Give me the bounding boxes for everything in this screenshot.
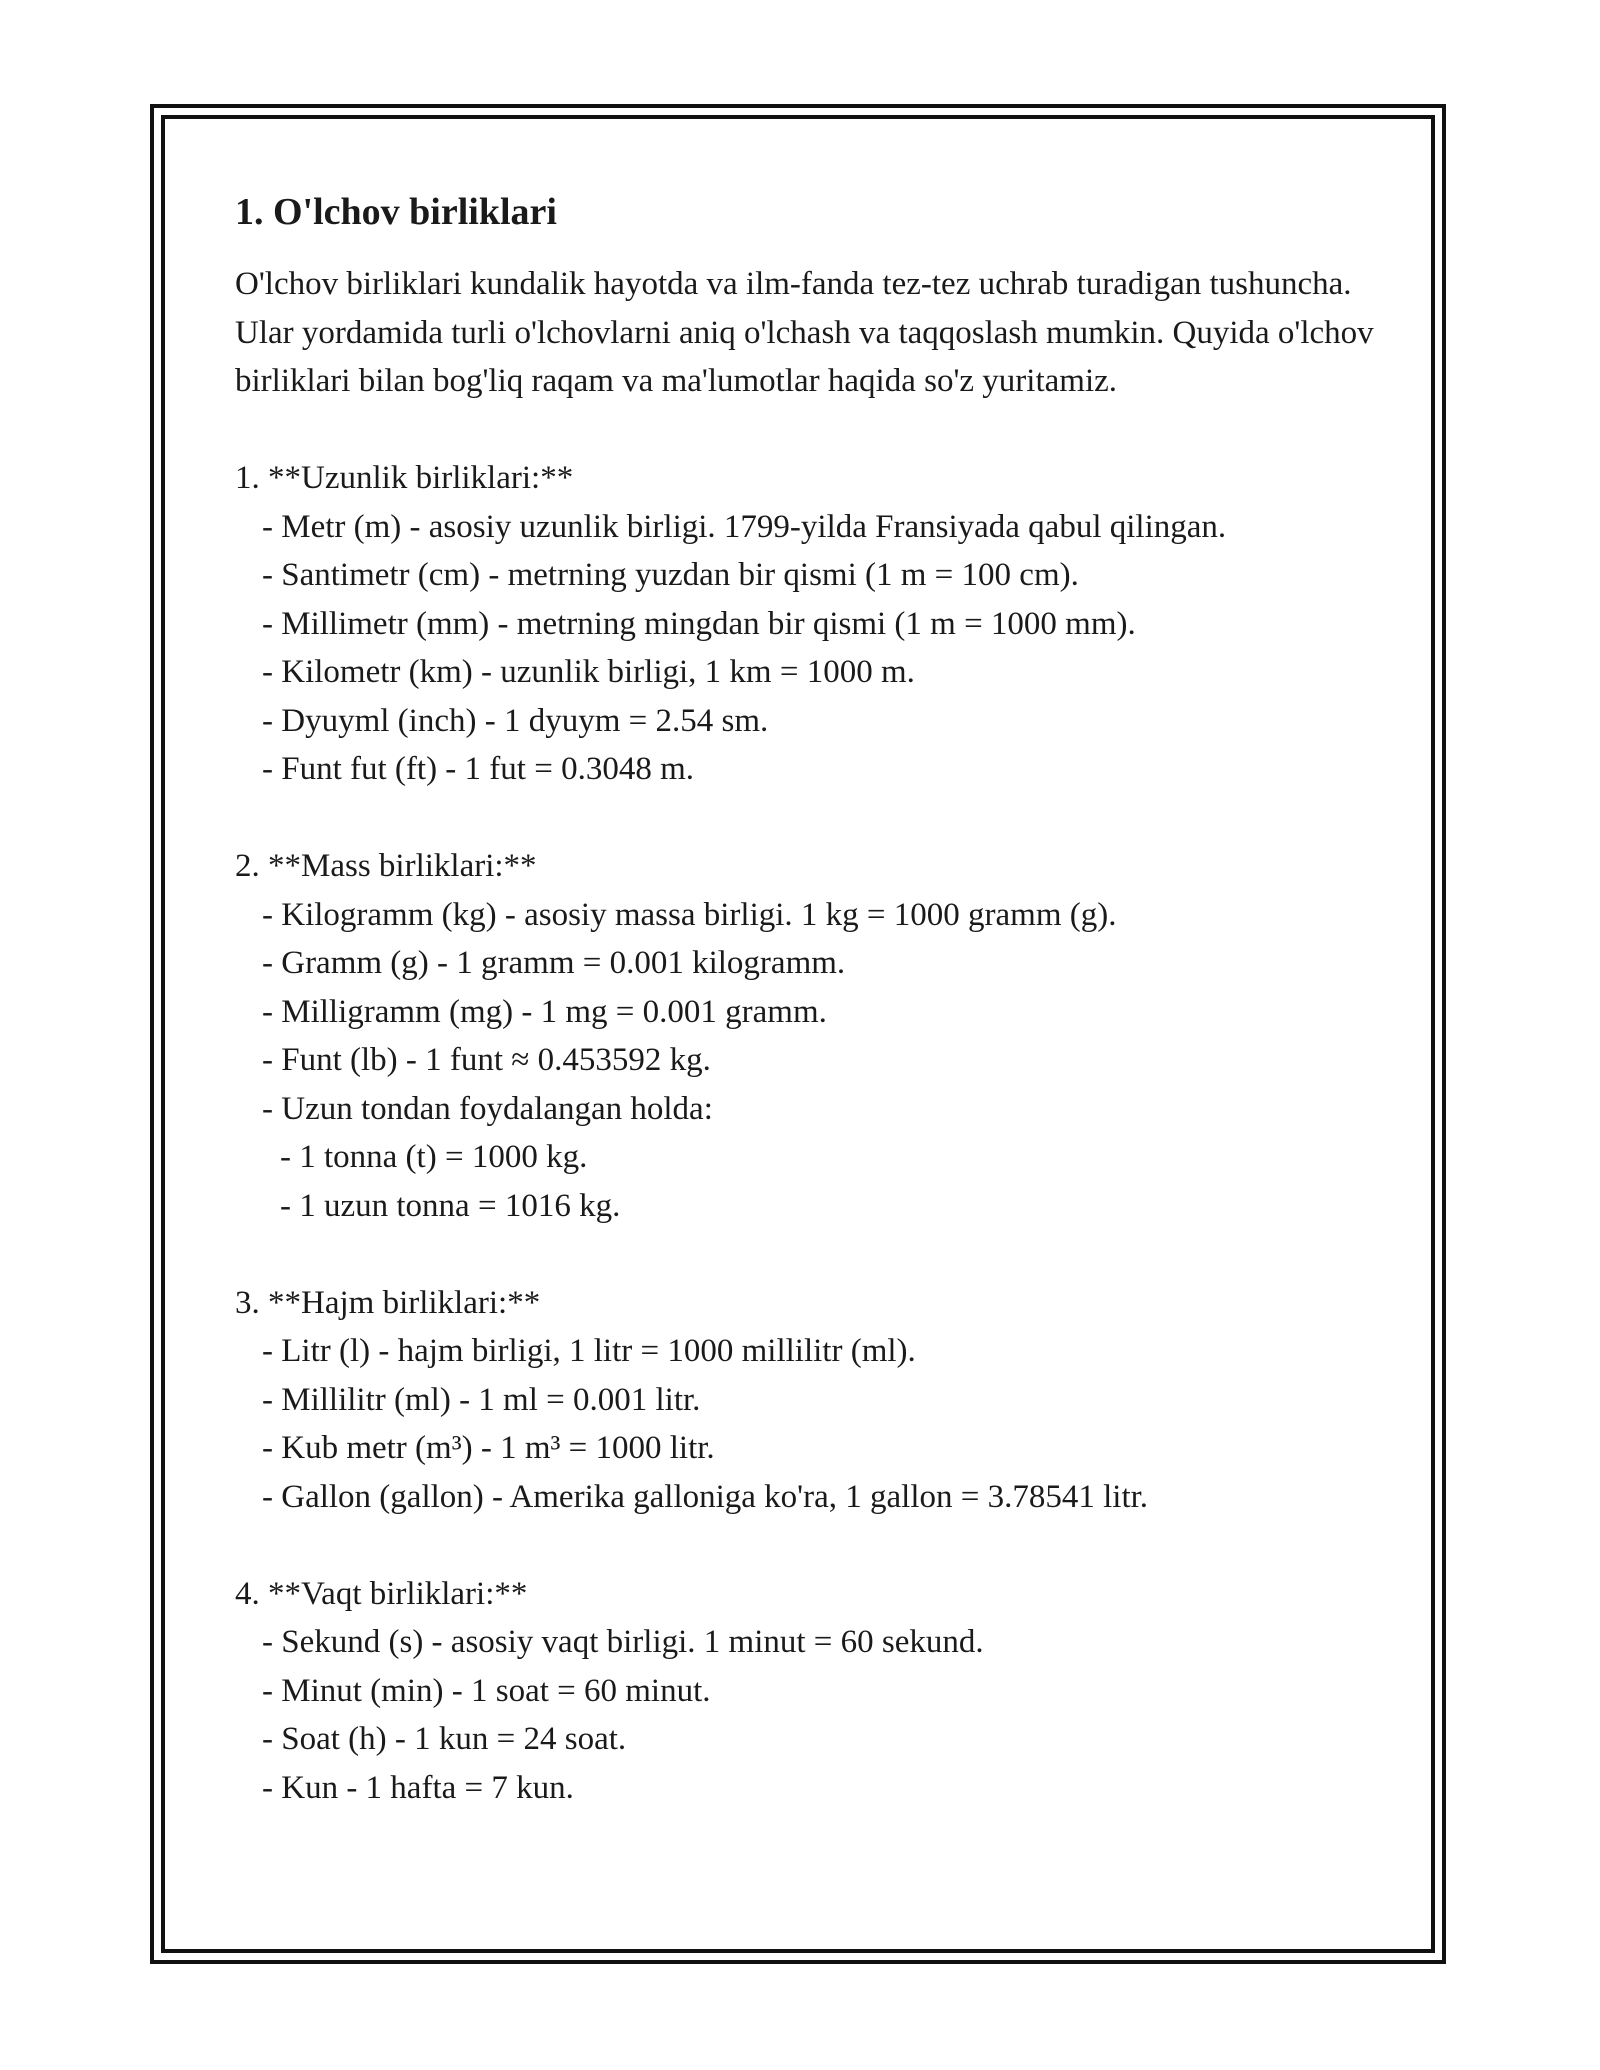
- section-title: 1. **Uzunlik birliklari:**: [235, 460, 574, 496]
- sub-list-item: - 1 uzun tonna = 1016 kg.: [280, 1187, 621, 1224]
- list-item: - Funt fut (ft) - 1 fut = 0.3048 m.: [262, 751, 694, 787]
- sub-list-item: - 1 tonna (t) = 1000 kg.: [280, 1139, 588, 1175]
- section-mass: [235, 842, 1385, 1230]
- list-item: - Kilometr (km) - uzunlik birligi, 1 km = 1000 m.: [262, 654, 915, 690]
- intro-paragraph: O'lchov birliklari kundalik hayotda va ilm-fanda tez-tez uchrab turadigan tushuncha. Ular yordamida turli o'lchovlarni aniq o'lchash va taqqoslash mumkin. Quyida o'lchov birliklari bilan bog'liq raqam va ma'lumotlar haqida so'z yuritamiz.: [235, 266, 1374, 399]
- list-item: - Dyuyml (inch) - 1 dyuym = 2.54 sm.: [262, 702, 769, 739]
- section-title: 2. **Mass birliklari:**: [235, 848, 537, 884]
- list-item: - Kilogramm (kg) - asosiy massa birligi. 1 kg = 1000 gramm (g).: [262, 896, 1117, 933]
- list-item: - Kub metr (m³) - 1 m³ = 1000 litr.: [262, 1430, 715, 1466]
- section-volume: [235, 1279, 1385, 1522]
- list-item: - Milligramm (mg) - 1 mg = 0.001 gramm.: [262, 993, 827, 1030]
- list-item: - Uzun tondan foydalangan holda:: [262, 1090, 713, 1127]
- list-item: - Soat (h) - 1 kun = 24 soat.: [262, 1721, 627, 1757]
- section-time: [235, 1570, 1385, 1813]
- list-item: - Millimetr (mm) - metrning mingdan bir qismi (1 m = 1000 mm).: [262, 605, 1136, 642]
- section-title: 3. **Hajm birliklari:**: [235, 1284, 541, 1321]
- list-item: - Sekund (s) - asosiy vaqt birligi. 1 minut = 60 sekund.: [262, 1624, 984, 1660]
- list-item: - Metr (m) - asosiy uzunlik birligi. 1799-yilda Fransiyada qabul qilingan.: [262, 508, 1227, 545]
- list-item: - Minut (min) - 1 soat = 60 minut.: [262, 1672, 711, 1709]
- list-item: - Kun - 1 hafta = 7 kun.: [262, 1769, 574, 1806]
- list-item: - Litr (l) - hajm birligi, 1 litr = 1000 millilitr (ml).: [262, 1333, 916, 1369]
- page-title: 1. O'lchov birliklari: [235, 191, 557, 233]
- section-title: 4. **Vaqt birliklari:**: [235, 1575, 528, 1612]
- list-item: - Gramm (g) - 1 gramm = 0.001 kilogramm.: [262, 945, 846, 981]
- list-item: - Millilitr (ml) - 1 ml = 0.001 litr.: [262, 1381, 701, 1418]
- list-item: - Funt (lb) - 1 funt ≈ 0.453592 kg.: [262, 1042, 711, 1078]
- list-item: - Gallon (gallon) - Amerika galloniga ko'ra, 1 gallon = 3.78541 litr.: [262, 1478, 1149, 1515]
- section-length: [235, 454, 1385, 794]
- list-item: - Santimetr (cm) - metrning yuzdan bir qismi (1 m = 100 cm).: [262, 557, 1079, 593]
- document-content: [235, 186, 1385, 1812]
